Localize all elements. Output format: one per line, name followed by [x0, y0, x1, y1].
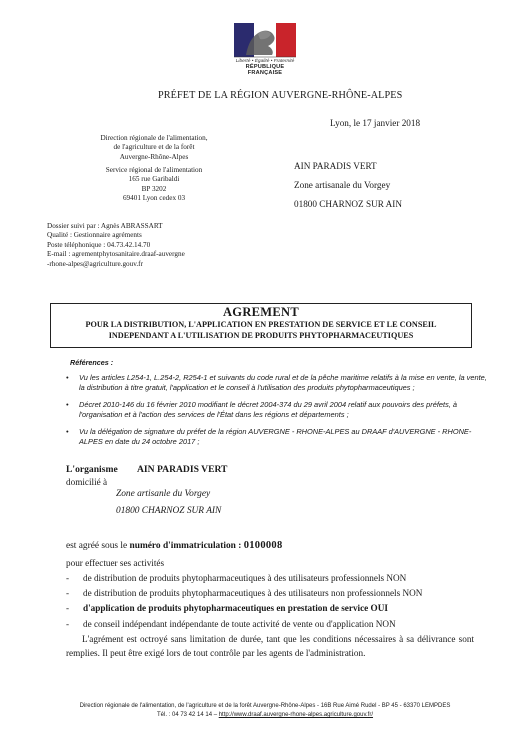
sender-direction-line: Auvergne-Rhône-Alpes [119, 152, 189, 161]
marianne-logo [228, 22, 302, 76]
sender-service-line: 69401 Lyon cedex 03 [122, 194, 186, 203]
activity-text: de distribution de produits phytopharmaceutiques à des utilisateurs non professionnels NON [83, 588, 423, 598]
closing-paragraph: L'agrément est octroyé sans limitation de durée, tant que les conditions nécessaires à sa délivrance sont remplies. Il peut être exigé lors de tout contrôle par les agents de l'administration. [66, 634, 474, 658]
registration-separator: : [235, 541, 244, 551]
contact-line: Poste téléphonique : 04.73.42.14.70 [47, 240, 151, 249]
logo-motto: Liberté • Égalité • Fraternité [235, 59, 295, 64]
dash-icon: - [66, 603, 70, 613]
contact-line: E-mail : agrementphytosanitaire.draaf-auvergne [47, 250, 185, 259]
recipient-line: Zone artisanale du Vorgey [294, 180, 391, 190]
prefet-title: PRÉFET DE LA RÉGION AUVERGNE-RHÔNE-ALPES [158, 90, 403, 101]
letter-date: Lyon, le 17 janvier 2018 [330, 118, 421, 128]
reference-text: Décret 2010-146 du 16 février 2010 modifiant le décret 2004-374 du 29 avril 2004 relatif aux pouvoirs des préfets, à l'organisation et à l'action des services de l'État dans les régions et départements ; [79, 400, 457, 419]
agrement-title-box [50, 303, 472, 348]
registration-number: 0100008 [243, 540, 283, 551]
recipient-address [294, 157, 402, 214]
organisme-name: AIN PARADIS VERT [137, 464, 228, 475]
sender-direction [80, 134, 228, 162]
footer-website-link[interactable]: http://www.draaf.auvergne-rhone-alpes.agriculture.gouv.fr/ [218, 712, 374, 718]
recipient-line: 01800 CHARNOZ SUR AIN [294, 199, 402, 209]
contact-block [47, 222, 247, 269]
sender-service-line: 165 rue Garibaldi [128, 175, 180, 184]
footer-address: Direction régionale de l'alimentation, de l'agriculture et de la forêt Auvergne-Rhône-Alpes - 16B Rue Aimé Rudel - BP 45 - 63370 LEMPDES [79, 703, 451, 709]
domicile-label: domicilié à [66, 477, 108, 487]
contact-line: -rhone-alpes@agriculture.gouv.fr [47, 259, 143, 268]
organisme-address-line: 01800 CHARNOZ SUR AIN [116, 506, 222, 516]
activity-text: de conseil indépendant indépendante de toute activité de vente ou d'application NON [83, 619, 396, 629]
registration-prefix: est agréé sous le [66, 541, 130, 551]
agrement-subtitle: INDEPENDANT A L'UTILISATION DE PRODUITS PHYTOPHARMACEUTIQUES [108, 331, 414, 340]
contact-line: Qualité : Gestionnaire agréments [47, 231, 142, 240]
contact-line: Dossier suivi par : Agnès ABRASSART [47, 222, 163, 230]
activity-text: d'application de produits phytopharmaceutiques en prestation de service OUI [83, 603, 388, 613]
sender-direction-line: Direction régionale de l'alimentation, [100, 134, 208, 142]
reference-text: Vu les articles L254-1, L.254-2, R254-1 et suivants du code rural et de la pêche maritime relatifs à la mise en vente, la vente, la distribution à titre gratuit, l'application et le conseil à l'utilisation des produits phytopharmaceutiques ; [79, 373, 487, 392]
reference-text: Vu la délégation de signature du préfet de la région AUVERGNE - RHONE-ALPES au DRAAF d'AUVERGNE - RHONE-ALPES en date du 24 octobre 2017 ; [79, 427, 472, 446]
recipient-line: AIN PARADIS VERT [294, 161, 377, 171]
sender-service [80, 166, 228, 204]
registration-label: numéro d'immatriculation [129, 541, 236, 551]
logo-republic-text: RÉPUBLIQUE FRANÇAISE [245, 64, 285, 76]
agrement-title: AGREMENT [222, 305, 299, 319]
sender-service-line: Service régional de l'alimentation [105, 166, 203, 174]
registration-line [66, 540, 283, 551]
dash-icon: - [66, 573, 70, 583]
references-label: Références : [70, 358, 114, 367]
sender-direction-line: de l'agriculture et de la forêt [113, 143, 195, 152]
footer-contact [0, 712, 530, 718]
dash-icon: - [66, 588, 70, 598]
bullet-icon: • [66, 373, 69, 382]
bullet-icon: • [66, 427, 69, 436]
activity-text: de distribution de produits phytopharmaceutiques à des utilisateurs professionnels NON [83, 573, 407, 583]
marianne-icon [228, 22, 302, 58]
activities-intro: pour effectuer ses activités [66, 558, 165, 568]
bullet-icon: • [66, 400, 69, 409]
footer-phone: Tél. : 04 73 42 14 14 – [156, 712, 219, 718]
agrement-subtitle: POUR LA DISTRIBUTION, L'APPLICATION EN PRESTATION DE SERVICE ET LE CONSEIL [85, 320, 437, 329]
dash-icon: - [66, 619, 70, 629]
sender-service-line: BP 3202 [141, 184, 167, 193]
organisme-address-line: Zone artisanle du Vorgey [116, 489, 211, 499]
organisme-label: L'organisme [66, 464, 118, 475]
